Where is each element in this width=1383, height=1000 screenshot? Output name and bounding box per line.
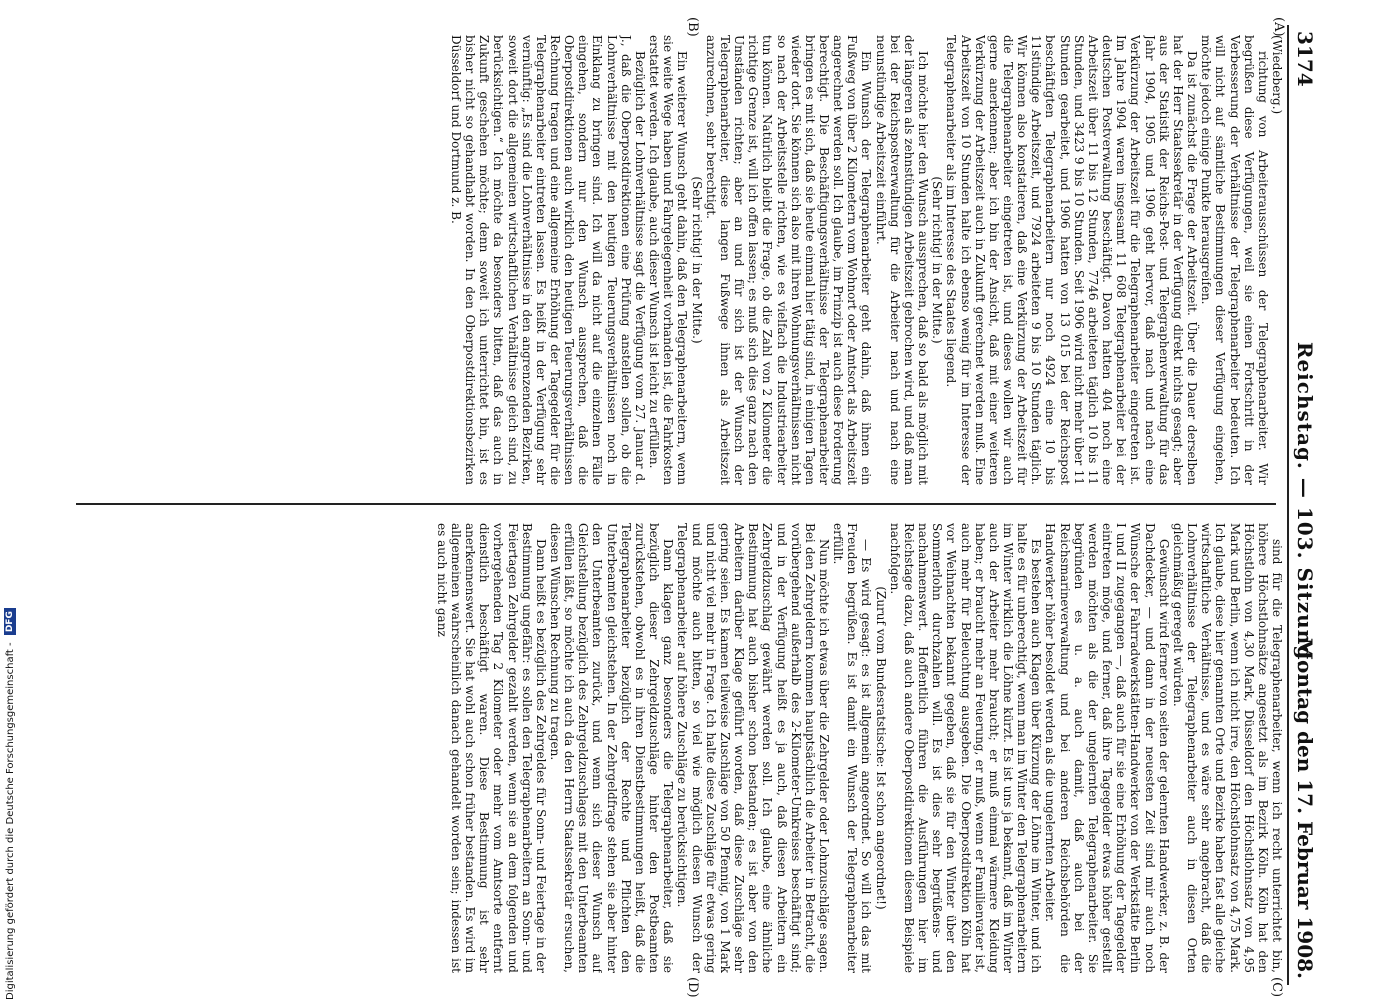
paragraph: Ich möchte hier den Wunsch aussprechen, daß so bald als möglich mit der längeren als zehnstündigen Arbeitszeit gebrochen wird, und daß man bei der Reichspostverwaltung für die Arbeiter nach und nach eine neunstündige Arbeitszeit einführt.	[873, 35, 931, 485]
paragraph: sind für die Telegraphenarbeiter, wenn ich recht unterrichtet bin, höhere Höchstlohnsätze angesetzt als im Bezirk Köln. Köln hat den Höchstlohn von 4,30 Mark, Düsseldorf den Höchstlohnsatz von 4,95 Mark und Berlin, wenn ich nicht irre, den Höchstlohnsatz von 4,75 Mark. Ich glaube, diese hier genannten Orte und Bezirke haben fast alle gleiche wirtschaftliche Verhältnisse, und es wäre sehr angebracht, daß die Lohnverhältnisse der Telegraphenarbeiter auch in diesen Orten gleichmäßig geregelt würden.	[1170, 523, 1284, 973]
column-divider	[76, 503, 1276, 505]
paragraph: Es bestehen auch Klagen über Kürzung der Löhne im Winter, und ich halte es für unberechtigt, wenn man im Winter den Telegraphenarbeitern im Winter wirklich die Löhne kürzt. Es ist uns ja bekannt, daß im Winter auch der Arbeiter mehr braucht; er muß einmal wärmere Kleidung haben; er braucht mehr an Feuerung, er muß, wenn er Familienvater ist, auch mehr für Beleuchtung ausgeben. Die Oberpostdirektion Köln hat vor Weihnachten bekannt gegeben, daß sie für den Winter über den Sommerlohn durchzahlen will. Es ist dies sehr begrüßens- und nachahmenswert. Hoffentlich führen die Ausführungen hier im Reichstage dazu, daß auch andere Oberpostdirektionen diesem Beispiele nachfolgen.	[887, 523, 1044, 973]
document-page	[60, 17, 1320, 998]
stage-direction: (Sehr richtig! in der Mitte.)	[689, 176, 704, 344]
margin-marker-d: (D)	[685, 977, 700, 998]
right-column	[68, 523, 1284, 973]
session-date: Montag den 17. Februar 1908.	[1293, 637, 1317, 979]
left-column	[68, 35, 1284, 485]
interjection: (Zuruf vom Bundesratstische: Ist schon angeordnet!)	[873, 586, 888, 910]
paragraph: Dann klagen ganz besonders die Telegraphenarbeiter, daß sie bezüglich dieser Zehrgeldzuschläge hinter den Postbeamten zurückstehen, obwohl es in ihren Dienstbestimmungen heißt, daß die Telegraphenarbeiter bezüglich der Rechte und Pflichten den Unterbeamten gleichstehen. In der Zehrgeldfrage stehen sie aber hinter den Unterbeamten zurück, und wenn sich dieser Wunsch auf Gleichstellung bezüglich des Zehrgeldzuschlages mit den Unterbeamten erfüllen läßt, so möchte ich auch da den Herrn Staatssekretär ersuchen, diesen Wünschen Rechnung zu tragen.	[548, 523, 676, 973]
paragraph: Da ist zunächst die Frage der Arbeitszeit. Über die Dauer derselben hat der Herr Staatssekretär in der Verfügung direkt nichts gesagt; aber aus der Statistik der Reichs-Post- und Telegraphenverwaltung für das Jahr 1904, 1905 und 1906 geht hervor, daß nach und nach eine Verkürzung der Arbeitszeit für die Telegraphenarbeiter eingetreten ist. Im Jahre 1904 waren insgesamt 11 608 Telegraphenarbeiter bei der deutschen Postverwaltung beschäftigt. Davon hatten 404 noch eine Arbeitszeit über 11 bis 12 Stunden, 7746 arbeiteten täglich 10 bis 11 Stunden, und 3423 9 bis 10 Stunden. Seit 1906 wird nicht mehr über 11 Stunden gearbeitet, und 1906 hatten von 13 015 bei der Reichspost beschäftigten Telegraphenarbeitern nur noch 4924 eine 10 bis 11stündige Arbeitszeit, und 7924 arbeiteten 9 bis 10 Stunden täglich. Wir können also konstatieren, daß eine Verkürzung der Arbeitszeit für die Telegraphenarbeiter eingetreten ist, und dieses wollen wir auch gerne anerkennen; aber ich bin der Ansicht, daß mit einer weiteren Verkürzung der Arbeitszeit auch in Zukunft gerechnet werden muß. Eine Arbeitszeit von 10 Stunden halte ich ebenso wenig für im Interesse der Telegraphenarbeiter als im Interesse des Staates liegend.	[944, 35, 1200, 485]
dfg-logo: DFG	[4, 608, 16, 635]
credit-text: Digitalisierung gefördert durch die Deutsche Forschungsgemeinschaft -	[5, 642, 16, 1000]
paragraph: richtung von Arbeiterausschüssen der Telegraphenarbeiter. Wir begrüßen diese Verfügungen, weil sie einen Fortschritt in der Verbesserung der Verhältnisse der Telegraphenarbeiter bedeuten. Ich will nicht auf sämtliche Bestimmungen dieser Verfügung eingehen, möchte jedoch einige Punkte herausgreifen.	[1199, 35, 1270, 485]
paragraph: — Es wird gesagt: es ist allgemein angeordnet. So will ich das mit Freuden begrüßen. Es ist damit ein Wunsch der Telegraphenarbeiter erfüllt.	[831, 523, 874, 973]
paragraph: Dann heißt es bezüglich des Zehrgeldes für Sonn- und Feiertage in der Bestimmung ungefähr: es sollen den Telegraphenarbeitern an Sonn- und Feiertagen Zehrgelder gezahlt werden, wenn sie an dem folgenden und vorhergehenden Tag 2 Kilometer oder mehr vom Amtsorte entfernt dienstlich beschäftigt waren. Diese Bestimmung ist sehr anerkennenswert. Sie hat wohl auch schon früher bestanden. Es wird im allgemeinen wahrscheinlich danach gehandelt worden sein; indessen ist es auch nicht ganz	[434, 523, 548, 973]
page-title: Reichstag. — 103. Sitzung.	[1293, 341, 1317, 669]
stage-direction: (Sehr richtig! in der Mitte.)	[930, 176, 945, 344]
paragraph: Nun möchte ich etwas über die Zehrgelder oder Lohnzuschläge sagen. Bei den Zehrgeldern kommen hauptsächlich die Arbeiter in Betracht, die vorübergehend außerhalb des 2-Kilometer-Umkreises beschäftigt sind; und in der Verfügung heißt es ja auch, daß diesen Arbeitern ein Zehrgeldzuschlag gewährt werden soll. Ich glaube, eine ähnliche Bestimmung hat auch bisher schon bestanden; es ist aber von den Arbeitern darüber Klage geführt worden, daß diese Zuschläge sehr gering seien. Es kamen teilweise Zuschläge von 50 Pfennig, von 1 Mark und nicht viel mehr in Frage. Ich halte diese Zuschläge für etwas gering und möchte auch bitten, so viel wie möglich diesen Wunsch der Telegraphenarbeiter auf höhere Zuschläge zu berücksichtigen.	[675, 523, 831, 973]
speaker-name: (Wiedeberg.)	[1270, 35, 1284, 115]
paragraph: Gewünscht wird ferner von seiten der gelernten Handwerker, z. B. der Dachdecker, — und dann in der neuesten Zeit sind mir auch noch Wünsche der Fahrradwerkstätten-Handwerker von der Werkstätte Berlin I und II zugegangen —, daß auch für sie eine Erhöhung der Tagegelder eintreten möge, und ferner, daß ihre Tagegelder etwas höher gestellt werden möchten als die der ungelernten Telegraphenarbeiter. Sie begründen es u. a. auch damit, daß auch bei der Reichsmarineverwaltung und bei anderen Reichsbehörden die Handwerker höher besoldet werden als die ungelernten Arbeiter.	[1043, 523, 1171, 973]
paragraph: Ein weiterer Wunsch geht dahin, daß den Telegraphenarbeitern, wenn sie weite Wege haben und Fahrgelegenheit vorhanden ist, die Fahrkosten erstattet werden. Ich glaube, auch dieser Wunsch ist leicht zu erfüllen.	[647, 35, 690, 485]
header-rule	[1287, 25, 1289, 985]
margin-marker-c: (C)	[1269, 977, 1284, 998]
paragraph: Ein Wunsch der Telegraphenarbeiter geht dahin, daß ihnen ein Fußweg von über 2 Kilometern vom Wohnort oder Amtsort als Arbeitszeit angerechnet werden soll. Ich glaube, im Prinzip ist auch diese Forderung berechtigt. Die Beschäftigungsverhältnisse der Telegraphenarbeiter bringen es mit sich, daß sie heute einmal hier tätig sind, in einigen Tagen wieder dort. Sie können sich also mit ihren Wohnungsverhältnissen nicht so nach der Arbeitsstelle richten, wie es vielfach die Industriearbeiter tun können. Natürlich bleibt die Frage, ob die Zahl von 2 Kilometer die richtige Grenze ist, will ich offen lassen; es muß sich dies ganz nach den Umständen richten; aber an und für sich ist der Wunsch der Telegraphenarbeiter, diese langen Fußwege ihnen als Arbeitszeit anzurechnen, sehr berechtigt.	[703, 35, 874, 485]
page-header	[1290, 25, 1320, 985]
margin-marker-b: (B)	[685, 17, 700, 37]
page-number: 3174	[1293, 31, 1317, 87]
paragraph: Bezüglich der Lohnverhältnisse sagt die Verfügung vom 27. Januar d. J., daß die Oberpostdirektionen eine Prüfung anstellen sollen, ob die Lohnverhältnisse mit den heutigen Teuerungsverhältnissen noch in Einklang zu bringen sind. Ich will da nicht auf die einzelnen Fälle eingehen, sondern nur den Wunsch aussprechen, daß die Oberpostdirektionen auch wirklich den heutigen Teuerungsverhältnissen Rechnung tragen und eine allgemeine Erhöhung der Tagegelder für die Telegraphenarbeiter eintreten lassen. Es heißt in der Verfügung sehr vernünftig: „Es sind die Lohnverhältnisse in den angrenzenden Bezirken, soweit dort die allgemeinen wirtschaftlichen Verhältnisse gleich sind, zu berücksichtigen.“ Ich möchte da besonders bitten, daß das auch in Zukunft geschehen möchte; denn soweit ich unterrichtet bin, ist es bisher nicht so gehandhabt worden. In den Oberpostdirektionsbezirken Düsseldorf und Dortmund z. B.	[448, 35, 647, 485]
margin-marker-a: (A)	[1271, 17, 1286, 37]
